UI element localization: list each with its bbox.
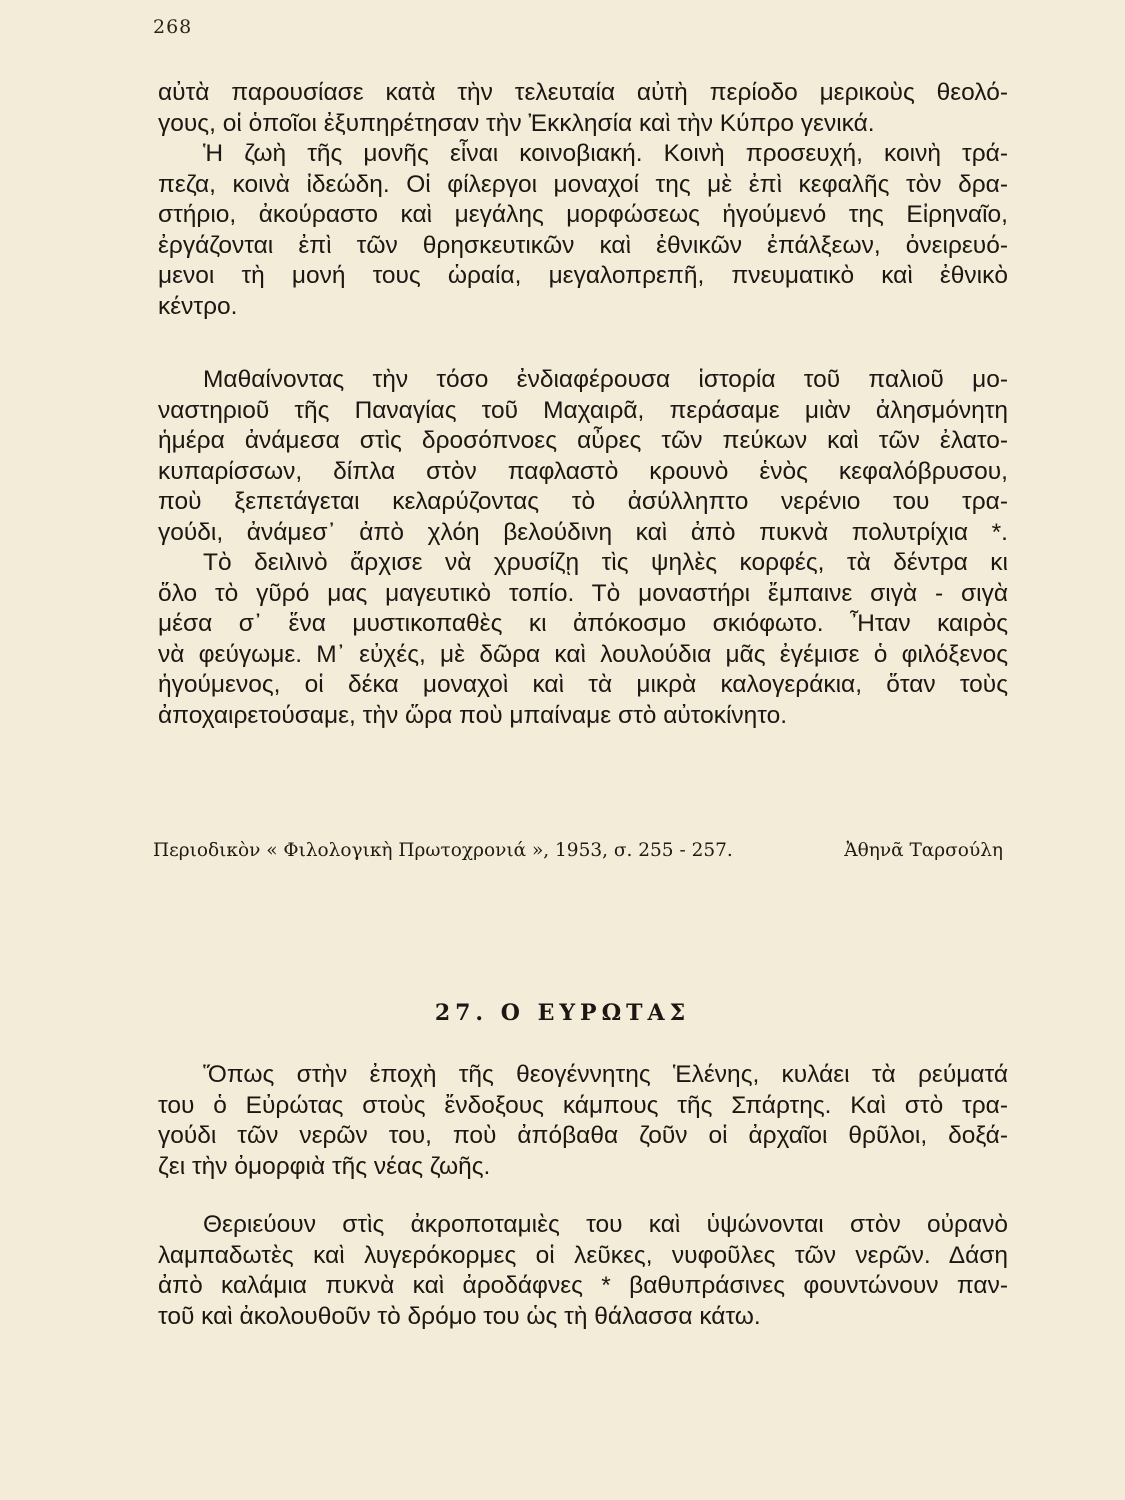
text-line: νὰ φεύγωμε. Μ᾽ εὐχές, μὲ δῶρα καὶ λουλούδια μᾶς ἐγέμισε ὁ φιλόξενος — [158, 640, 1008, 668]
text-line: πεζα, κοινὰ ἰδεώδη. Οἱ φίλεργοι μοναχοί της μὲ ἐπὶ κεφαλῆς τὸν δρα- — [158, 170, 1008, 198]
citation — [153, 840, 1003, 861]
paragraph — [158, 78, 1008, 139]
text-line: Ἡ ζωὴ τῆς μονῆς εἶναι κοινοβιακή. Κοινὴ προσευχή, κοινὴ τρά- — [203, 140, 1008, 167]
citation-source: Περιοδικὸν « Φιλολογικὴ Πρωτοχρονιά », 1953, σ. 255 - 257. — [153, 840, 733, 861]
paragraph — [158, 365, 1008, 548]
paragraph — [158, 139, 1008, 322]
text-line: ἀπὸ καλάμια πυκνὰ καὶ ἀροδάφνες * βαθυπράσινες φουντώνουν παν- — [158, 1272, 1008, 1299]
text-line: γους, οἱ ὁποῖοι ἐξυπηρέτησαν τὴν Ἐκκλησία καὶ τὴν Κύπρο γενικά. — [158, 109, 875, 137]
text-line: Θεριεύουν στὶς ἀκροποταμιὲς του καὶ ὑψώνονται στὸν οὐρανὸ — [203, 1211, 1008, 1238]
text-line: μενοι τὴ μονή τους ὡραία, μεγαλοπρεπῆ, πνευματικὸ καὶ ἐθνικὸ — [158, 262, 1008, 289]
text-line: ποὺ ξεπετάγεται κελαρύζοντας τὸ ἀσύλληπτο νερένιο του τρα- — [158, 488, 1008, 515]
text-line: ὅλο τὸ γῦρό μας μαγευτικὸ τοπίο. Τὸ μοναστήρι ἔμπαινε σιγὰ - σιγὰ — [158, 579, 1008, 607]
text-line: ἡγούμενος, οἱ δέκα μοναχοὶ καὶ τὰ μικρὰ καλογεράκια, ὅταν τοὺς — [158, 671, 1008, 698]
paragraph-group-top — [158, 78, 1008, 322]
paragraph-group-bottom-2 — [158, 1210, 1008, 1332]
paragraph — [158, 548, 1008, 731]
text-line: γούδι τῶν νερῶν του, ποὺ ἀπόβαθα ζοῦν οἱ ἀρχαῖοι θρῦλοι, δοξά- — [158, 1122, 1008, 1149]
paragraph — [158, 1060, 1008, 1182]
text-line: αὐτὰ παρουσίασε κατὰ τὴν τελευταία αὐτὴ περίοδο μερικοὺς θεολό- — [158, 79, 1008, 106]
text-line: στήριο, ἀκούραστο καὶ μεγάλης μορφώσεως ἡγούμενό της Εἰρηναῖο, — [158, 201, 1008, 228]
text-line: λαμπαδωτὲς καὶ λυγερόκορμες οἱ λεῦκες, νυφοῦλες τῶν νερῶν. Δάση — [158, 1241, 1008, 1269]
paragraph — [158, 1210, 1008, 1332]
text-line: Ὅπως στὴν ἐποχὴ τῆς θεογέννητης Ἑλένης, κυλάει τὰ ρεύματά — [203, 1061, 1008, 1088]
paragraph-group-middle — [158, 365, 1008, 731]
paragraph-group-bottom-1 — [158, 1060, 1008, 1182]
text-line: γούδι, ἀνάμεσ᾽ ἀπὸ χλόη βελούδινη καὶ ἀπὸ πυκνὰ πολυτρίχια *. — [158, 518, 1008, 546]
text-line: του ὁ Εὐρώτας στοὺς ἔνδοξους κάμπους τῆς Σπάρτης. Καὶ στὸ τρα- — [158, 1091, 1008, 1119]
citation-author: Ἀθηνᾶ Ταρσούλη — [844, 840, 1003, 861]
text-line: ἐργάζονται ἐπὶ τῶν θρησκευτικῶν καὶ ἐθνικῶν ἐπάλξεων, ὀνειρευό- — [158, 231, 1008, 259]
text-line: κέντρο. — [158, 292, 238, 320]
text-line: κυπαρίσσων, δίπλα στὸν παφλαστὸ κρουνὸ ἑνὸς κεφαλόβρυσου, — [158, 457, 1008, 485]
page-number: 268 — [153, 16, 193, 38]
text-line: ἡμέρα ἀνάμεσα στὶς δροσόπνοες αὖρες τῶν πεύκων καὶ τῶν ἐλατο- — [158, 427, 1008, 454]
text-line: μέσα σ᾽ ἕνα μυστικοπαθὲς κι ἀπόκοσμο σκιόφωτο. Ἦταν καιρὸς — [158, 610, 1008, 637]
text-line: ναστηριοῦ τῆς Παναγίας τοῦ Μαχαιρᾶ, περάσαμε μιὰν ἀλησμόνητη — [158, 396, 1008, 424]
text-line: ἀποχαιρετούσαμε, τὴν ὥρα ποὺ μπαίναμε στὸ αὐτοκίνητο. — [158, 701, 788, 729]
text-line: ζει τὴν ὀμορφιὰ τῆς νέας ζωῆς. — [158, 1152, 491, 1180]
section-title: 27. Ο ΕΥΡΩΤΑΣ — [434, 1000, 691, 1026]
text-line: τοῦ καὶ ἀκολουθοῦν τὸ δρόμο του ὡς τὴ θάλασσα κάτω. — [158, 1302, 761, 1330]
text-line: Τὸ δειλινὸ ἄρχισε νὰ χρυσίζῃ τὶς ψηλὲς κορφές, τὰ δέντρα κι — [203, 549, 1008, 576]
text-line: Μαθαίνοντας τὴν τόσο ἐνδιαφέρουσα ἱστορία τοῦ παλιοῦ μο- — [203, 366, 1008, 393]
